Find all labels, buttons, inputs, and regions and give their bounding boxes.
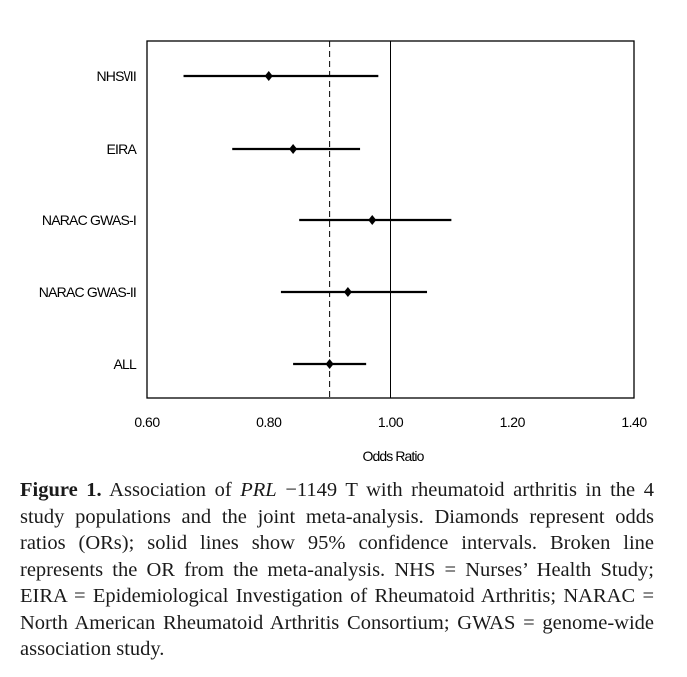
odds-ratio-diamond [326, 359, 334, 369]
study-label: NHS\/II [96, 68, 136, 84]
x-tick-label: 1.20 [499, 414, 525, 430]
gene-name: PRL [240, 479, 277, 501]
study-label: NARAC GWAS-II [38, 284, 136, 300]
odds-ratio-diamond [368, 215, 376, 225]
study-label: NARAC GWAS-I [41, 212, 136, 228]
caption-text-1: Association of [109, 479, 232, 501]
study-label: EIRA [106, 141, 136, 157]
figure-caption [20, 477, 654, 663]
x-tick-label: 1.00 [377, 414, 404, 430]
odds-ratio-diamond [289, 144, 297, 154]
odds-ratio-diamond [265, 71, 273, 81]
x-tick-label: 0.80 [256, 414, 282, 430]
x-axis-label: Odds Ratio [362, 448, 424, 464]
x-tick-label: 0.60 [134, 414, 160, 430]
odds-ratio-diamond [344, 287, 352, 297]
caption-text-2: −1149 T with rheumatoid arthritis in the 4 study populations and the joint meta-analysis. Diamonds represent odds ratios (ORs); solid lines show 95% confidence intervals. Broken line represents the OR from the meta-analysis. NHS = Nurses’ Health Study; EIRA = Epidemiological Investigation of Rheumatoid Arthritis; NARAC = North American Rheumatoid Arthritis Consortium; GWAS = genome-wide association study. [20, 479, 654, 660]
figure-label: Figure 1. [20, 479, 102, 501]
study-label: ALL [113, 356, 136, 372]
x-tick-label: 1.40 [621, 414, 647, 430]
